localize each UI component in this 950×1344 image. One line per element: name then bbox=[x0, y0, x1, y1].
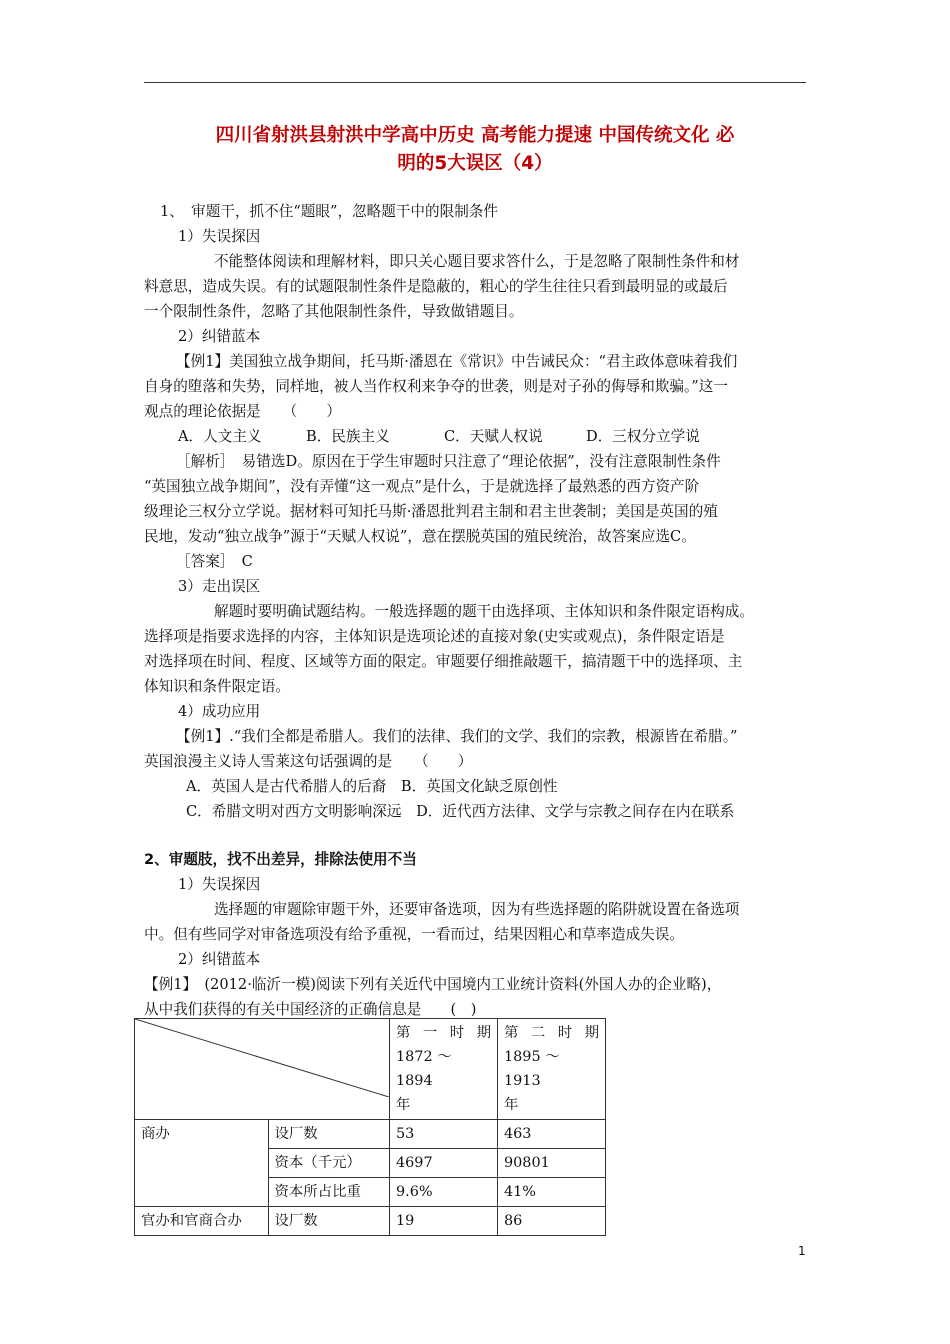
analysis-line-3: 级理论三权分立学说。据材料可知托马斯·潘恩批判君主制和君主世袭制；美国是英国的殖 bbox=[144, 503, 718, 520]
period-1-header bbox=[390, 1019, 498, 1120]
row-value-1: 53 bbox=[390, 1120, 498, 1149]
row-group-cell: 官办和官商合办 bbox=[135, 1207, 269, 1236]
s1-p3-line-1: 解题时要明确试题结构。一般选择题的题干由选择项、主体知识和条件限定语构成。 bbox=[214, 603, 754, 620]
s1-sub-2: 2）纠错蓝本 bbox=[178, 328, 261, 345]
row-value-2: 463 bbox=[498, 1120, 606, 1149]
header-rule bbox=[144, 82, 806, 83]
analysis-line-4: 民地，发动“独立战争”源于“天赋人权说”，意在摆脱英国的殖民统治，故答案应选C。 bbox=[144, 528, 696, 545]
s1-example-line-2: 自身的堕落和失势，同样地，被人当作权利来争夺的世袭，则是对子孙的侮辱和欺骗。”这一 bbox=[144, 378, 728, 395]
analysis-line-2: “英国独立战争期间”，没有弄懂“这一观点”是什么，于是就选择了最熟悉的西方资产阶 bbox=[144, 478, 700, 495]
page-number: 1 bbox=[798, 1244, 806, 1258]
row-item-cell: 设厂数 bbox=[268, 1207, 389, 1236]
industry-statistics-table bbox=[134, 1018, 606, 1236]
table-row bbox=[135, 1120, 606, 1149]
s1-example2-options-1: A．英国人是古代希腊人的后裔 B．英国文化缺乏原创性 bbox=[186, 778, 558, 795]
row-value-1: 4697 bbox=[390, 1149, 498, 1178]
s1-example2-options-2: C．希腊文明对西方文明影响深远 D．近代西方法律、文学与宗教之间存在内在联系 bbox=[186, 803, 735, 820]
option-c: C．天赋人权说 bbox=[444, 428, 543, 445]
option-d: D．三权分立学说 bbox=[586, 428, 700, 445]
period-2-range: 1895 ～ 1913 bbox=[504, 1049, 560, 1089]
period-2-header bbox=[498, 1019, 606, 1120]
section-1-heading: 1、 审题干，抓不住“题眼”，忽略题干中的限制条件 bbox=[160, 203, 498, 220]
row-value-1: 9.6% bbox=[390, 1178, 498, 1207]
s2-p1-line-2: 中。但有些同学对审备选项没有给予重视，一看而过，结果因粗心和草率造成失误。 bbox=[144, 926, 684, 943]
period-1-range: 1872 ～ 1894 bbox=[396, 1049, 452, 1089]
s1-p1-line-3: 一个限制性条件，忽略了其他限制性条件，导致做错题目。 bbox=[144, 303, 524, 320]
s2-p1-line-1: 选择题的审题除审题干外，还要审备选项，因为有些选择题的陷阱就设置在备选项 bbox=[214, 901, 740, 918]
s1-sub-1: 1）失误探因 bbox=[178, 228, 261, 245]
s1-example-line-1: 【例1】美国独立战争期间，托马斯·潘恩在《常识》中告诫民众：“君主政体意味着我们 bbox=[176, 353, 738, 370]
diagonal-line bbox=[135, 1019, 389, 1097]
s2-sub-2: 2）纠错蓝本 bbox=[178, 951, 261, 968]
s2-example-line-2: 从中我们获得的有关中国经济的正确信息是 ( ) bbox=[144, 1001, 477, 1018]
option-a: A．人文主义 bbox=[178, 428, 262, 445]
analysis-line-1: ［解析］ 易错选D。原因在于学生审题时只注意了“理论依据”，没有注意限制性条件 bbox=[176, 453, 721, 470]
option-b: B．民族主义 bbox=[306, 428, 390, 445]
table-header-row bbox=[135, 1019, 606, 1120]
row-value-1: 19 bbox=[390, 1207, 498, 1236]
s1-sub-3: 3）走出误区 bbox=[178, 578, 261, 595]
table-row bbox=[135, 1207, 606, 1236]
row-value-2: 86 bbox=[498, 1207, 606, 1236]
row-item-cell: 资本所占比重 bbox=[268, 1178, 389, 1207]
period-2-unit: 年 bbox=[504, 1097, 519, 1113]
s1-p3-line-3: 对选择项在时间、程度、区域等方面的限定。审题要仔细推敲题干，搞清题干中的选择项、主 bbox=[144, 653, 743, 670]
s1-example-line-3: 观点的理论依据是 （ ） bbox=[144, 403, 342, 420]
row-item-cell: 资本（千元） bbox=[268, 1149, 389, 1178]
period-1-unit: 年 bbox=[396, 1097, 411, 1113]
s1-sub-4: 4）成功应用 bbox=[178, 703, 261, 720]
period-1-label: 第 一 时 期 bbox=[396, 1025, 491, 1041]
s2-sub-1: 1）失误探因 bbox=[178, 876, 261, 893]
s1-p3-line-4: 体知识和条件限定语。 bbox=[144, 678, 290, 695]
title-line-1: 四川省射洪县射洪中学高中历史 高考能力提速 中国传统文化 必 bbox=[215, 125, 735, 146]
row-value-2: 90801 bbox=[498, 1149, 606, 1178]
s2-example-line-1: 【例1】 (2012·临沂一模)阅读下列有关近代中国境内工业统计资料(外国人办的企业略)， bbox=[144, 976, 722, 993]
s1-example2-line-1: 【例1】.“我们全都是希腊人。我们的法律、我们的文学、我们的宗教，根源皆在希腊。” bbox=[176, 728, 738, 745]
row-item-cell: 设厂数 bbox=[268, 1120, 389, 1149]
title-line-2: 明的5大误区（4） bbox=[397, 153, 553, 174]
s1-p3-line-2: 选择项是指要求选择的内容，主体知识是选项论述的直接对象(史实或观点)，条件限定语是 bbox=[144, 628, 725, 645]
page-title bbox=[140, 122, 810, 178]
row-group-cell: 商办 bbox=[135, 1120, 269, 1207]
diagonal-header-cell bbox=[135, 1019, 390, 1120]
row-value-2: 41% bbox=[498, 1178, 606, 1207]
s1-p1-line-2: 料意思，造成失误。有的试题限制性条件是隐蔽的，粗心的学生往往只看到最明显的或最后 bbox=[144, 278, 728, 295]
s1-example2-line-2: 英国浪漫主义诗人雪莱这句话强调的是 （ ） bbox=[144, 753, 473, 770]
s1-p1-line-1: 不能整体阅读和理解材料，即只关心题目要求答什么，于是忽略了限制性条件和材 bbox=[214, 253, 740, 270]
period-2-label: 第 二 时 期 bbox=[504, 1025, 599, 1041]
section-2-heading: 2、审题肢，找不出差异，排除法使用不当 bbox=[144, 851, 417, 868]
answer-line: ［答案］ C bbox=[176, 553, 253, 570]
